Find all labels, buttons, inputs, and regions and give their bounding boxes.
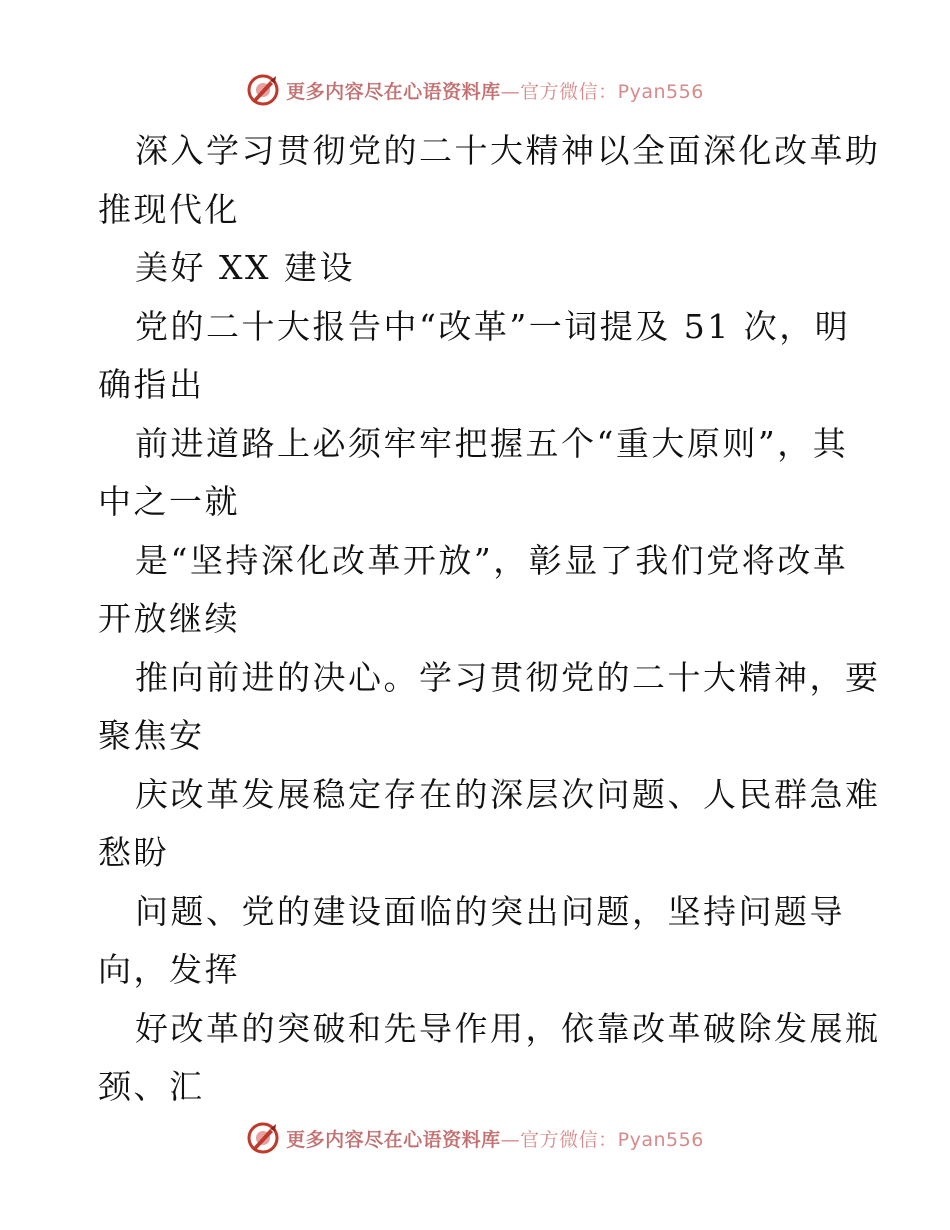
header-watermark bbox=[0, 70, 950, 110]
text-line: 颈、汇 bbox=[98, 1067, 205, 1106]
text-line: 聚焦安 bbox=[98, 716, 205, 755]
document-body bbox=[98, 122, 881, 1117]
text-line: 向，发挥 bbox=[98, 950, 240, 989]
text-line: 美好 XX 建设 bbox=[135, 248, 355, 287]
watermark-suffix: —官方微信：Pyan556 bbox=[500, 80, 704, 103]
text-line: 开放继续 bbox=[98, 599, 240, 638]
watermark-suffix: —官方微信：Pyan556 bbox=[500, 1128, 704, 1151]
text-line: 问题、党的建设面临的突出问题，坚持问题导 bbox=[135, 891, 845, 931]
text-line: 前进道路上必须牢牢把握五个“重大原则”，其 bbox=[135, 423, 849, 463]
text-line: 推现代化 bbox=[98, 189, 240, 229]
text-line: 中之一就 bbox=[98, 482, 240, 521]
watermark-brand: 更多内容尽在心语资料库 bbox=[286, 1128, 501, 1151]
watermark-text bbox=[286, 1125, 704, 1152]
text-line: 推向前进的决心。学习贯彻党的二十大精神，要 bbox=[135, 657, 881, 697]
quill-logo-icon bbox=[246, 1121, 280, 1155]
text-line: 好改革的突破和先导作用，依靠改革破除发展瓶 bbox=[135, 1008, 881, 1048]
text-line: 是“坚持深化改革开放”，彰显了我们党将改革 bbox=[135, 540, 849, 580]
text-line: 深入学习贯彻党的二十大精神以全面深化改革助 bbox=[135, 131, 881, 170]
text-line: 党的二十大报告中“改革”一词提及 51 次，明 bbox=[135, 306, 851, 346]
quill-logo-icon bbox=[246, 73, 280, 107]
watermark-brand: 更多内容尽在心语资料库 bbox=[286, 80, 501, 103]
text-line: 愁盼 bbox=[98, 833, 169, 872]
footer-watermark bbox=[0, 1118, 950, 1158]
text-line: 确指出 bbox=[98, 365, 205, 404]
watermark-text bbox=[286, 77, 704, 104]
text-line: 庆改革发展稳定存在的深层次问题、人民群急难 bbox=[135, 774, 881, 814]
